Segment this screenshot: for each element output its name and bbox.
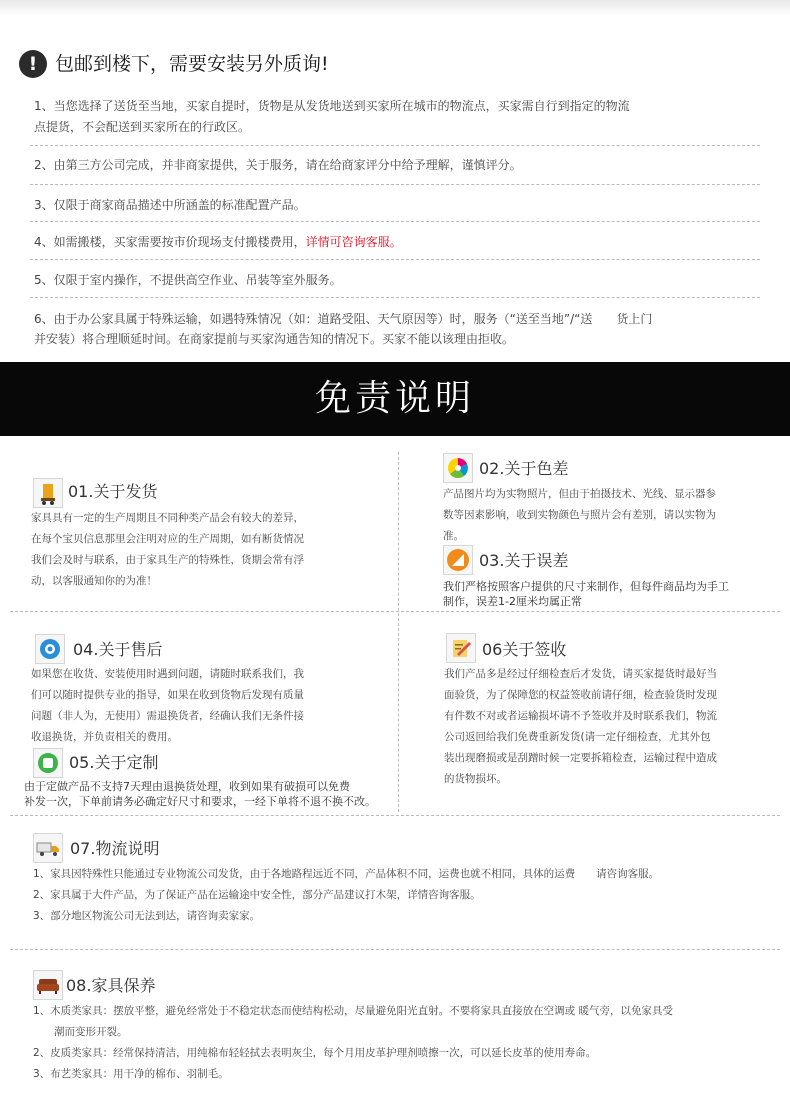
custom-badge-icon	[33, 748, 63, 778]
section-04-line: 收退换货，并负责相关的费用。	[31, 731, 178, 743]
rule-6-line-2: 并安装）将合理顺延时间。在商家提前与买家沟通告知的情况下。买家不能以该理由拒收。	[34, 332, 515, 346]
disclaimer-banner: 免责说明	[0, 362, 790, 436]
section-06-line: 的货物损坏。	[444, 773, 507, 785]
rule-3: 3、仅限于商家商品描述中所涵盖的标准配置产品。	[34, 198, 306, 212]
divider	[30, 259, 760, 260]
divider	[30, 145, 760, 146]
section-01-title: 01.关于发货	[68, 482, 158, 501]
section-03-line: 制作，误差1-2厘米均属正常	[443, 595, 582, 608]
section-02-title: 02.关于色差	[479, 459, 569, 478]
notice-title: 包邮到楼下，需要安装另外质询!	[55, 53, 329, 75]
triangle-ruler-icon	[443, 545, 473, 575]
section-06-title: 06关于签收	[482, 640, 567, 659]
section-03-title: 03.关于误差	[479, 551, 569, 570]
service-globe-icon	[35, 634, 65, 664]
rule-4	[34, 232, 402, 252]
rule-2: 2、由第三方公司完成，并非商家提供，关于服务，请在给商家评分中给予理解，谨慎评分。	[34, 158, 522, 172]
section-02-line: 准。	[443, 530, 464, 542]
section-06-line: 我们产品多是经过仔细检查后才发货，请买家提货时最好当	[444, 668, 717, 680]
truck-icon	[33, 833, 63, 863]
section-05-line: 补发一次，下单前请务必确定好尺寸和要求，一经下单将不退不换不改。	[24, 795, 376, 808]
delivery-cart-icon	[33, 478, 63, 508]
section-04-line: 问题（非人为，无使用）需退换货者，经确认我们无条件接	[31, 710, 304, 722]
section-07-line: 1、家具因特殊性只能通过专业物流公司发货，由于各地路程远近不同，产品体积不同，运费也就不相同，具体的运费 请咨询客服。	[33, 868, 660, 880]
section-05-title: 05.关于定制	[69, 753, 159, 772]
grid-divider-vertical	[398, 452, 399, 812]
top-shadow	[0, 0, 790, 16]
divider	[30, 297, 760, 298]
section-08-line: 3、布艺类家具：用干净的棉布、羽制毛。	[33, 1068, 229, 1080]
color-wheel-icon	[443, 453, 473, 483]
grid-divider-horizontal	[10, 815, 780, 816]
section-01-line: 家具具有一定的生产周期且不同种类产品会有较大的差异，	[31, 512, 304, 524]
sign-pen-icon	[446, 633, 476, 663]
section-05-line: 由于定做产品不支持7天理由退换货处理，收到如果有破损可以免费	[24, 780, 350, 793]
section-07-line: 3、部分地区物流公司无法到达，请咨询卖家家。	[33, 910, 261, 922]
section-08-line: 2、皮质类家具：经常保持清洁，用纯棉布轻轻拭去表明灰尘，每个月用皮革护理剂喷擦一次，可以延长皮革的使用寿命。	[33, 1047, 597, 1059]
grid-divider-horizontal	[10, 949, 780, 950]
section-07-title: 07.物流说明	[70, 839, 160, 858]
rule-1-line-1: 1、当您选择了送货至当地，买家自提时，货物是从发货地送到买家所在城市的物流点，买家需自行到指定的物流	[34, 99, 630, 113]
section-08-line: 1、木质类家具：摆放平整，避免经常处于不稳定状态而使结构松动，尽量避免阳光直射。不要将家具直接放在空调或 暖气旁，以免家具受	[33, 1005, 674, 1017]
rule-5: 5、仅限于室内操作，不提供高空作业、吊装等室外服务。	[34, 273, 342, 287]
section-03-line: 我们严格按照客户提供的尺寸来制作，但每件商品均为手工	[443, 580, 729, 593]
section-07-line: 2、家具属于大件产品，为了保证产品在运输途中安全性，部分产品建议打木架，详情咨询客服。	[33, 889, 481, 901]
section-01-line: 在每个宝贝信息那里会注明对应的生产周期，如有断货情况	[31, 533, 304, 545]
section-06-line: 公司返回给我们免费重新发货(请一定仔细检查，尤其外包	[444, 731, 711, 743]
section-04-line: 如果您在收货、安装使用时遇到问题，请随时联系我们，我	[31, 668, 304, 680]
section-08-title: 08.家具保养	[66, 976, 156, 995]
section-01-line: 动，以客服通知你的为准！	[31, 575, 157, 587]
section-02-line: 数等因素影响，收到实物颜色与照片会有差别，请以实物为	[443, 509, 716, 521]
section-06-line: 装出现磨损或是刮蹭时候一定要拆箱检查，运输过程中造成	[444, 752, 717, 764]
section-04-line: 们可以随时提供专业的指导，如果在收到货物后发现有质量	[31, 689, 304, 701]
rule-6-line-1: 6、由于办公家具属于特殊运输，如遇特殊情况（如：道路受阻、天气原因等）时，服务（“送至当地”/“送 货上门	[34, 312, 653, 326]
section-02-line: 产品图片均为实物照片，但由于拍摄技术、光线、显示器参	[443, 488, 716, 500]
rule-4-text: 4、如需搬楼，买家需要按市价现场支付搬楼费用，	[34, 235, 306, 249]
rule-4-highlight: 详情可咨询客服。	[305, 235, 402, 249]
sofa-icon	[33, 970, 63, 1000]
divider	[30, 184, 760, 185]
section-04-title: 04.关于售后	[73, 640, 163, 659]
exclamation-icon: !	[19, 50, 47, 78]
section-06-line: 面验货，为了保障您的权益签收前请仔细，检查验货时发现	[444, 689, 717, 701]
section-01-line: 我们会及时与联系，由于家具生产的特殊性，货期会常有浮	[31, 554, 304, 566]
grid-divider-horizontal	[10, 611, 780, 612]
divider	[30, 221, 760, 222]
section-06-line: 有件数不对或者运输损坏请不予签收并及时联系我们，物流	[444, 710, 717, 722]
section-08-line: 潮而变形开裂。	[33, 1026, 128, 1038]
rule-1-line-2: 点提货，不会配送到买家所在的行政区。	[34, 120, 251, 134]
